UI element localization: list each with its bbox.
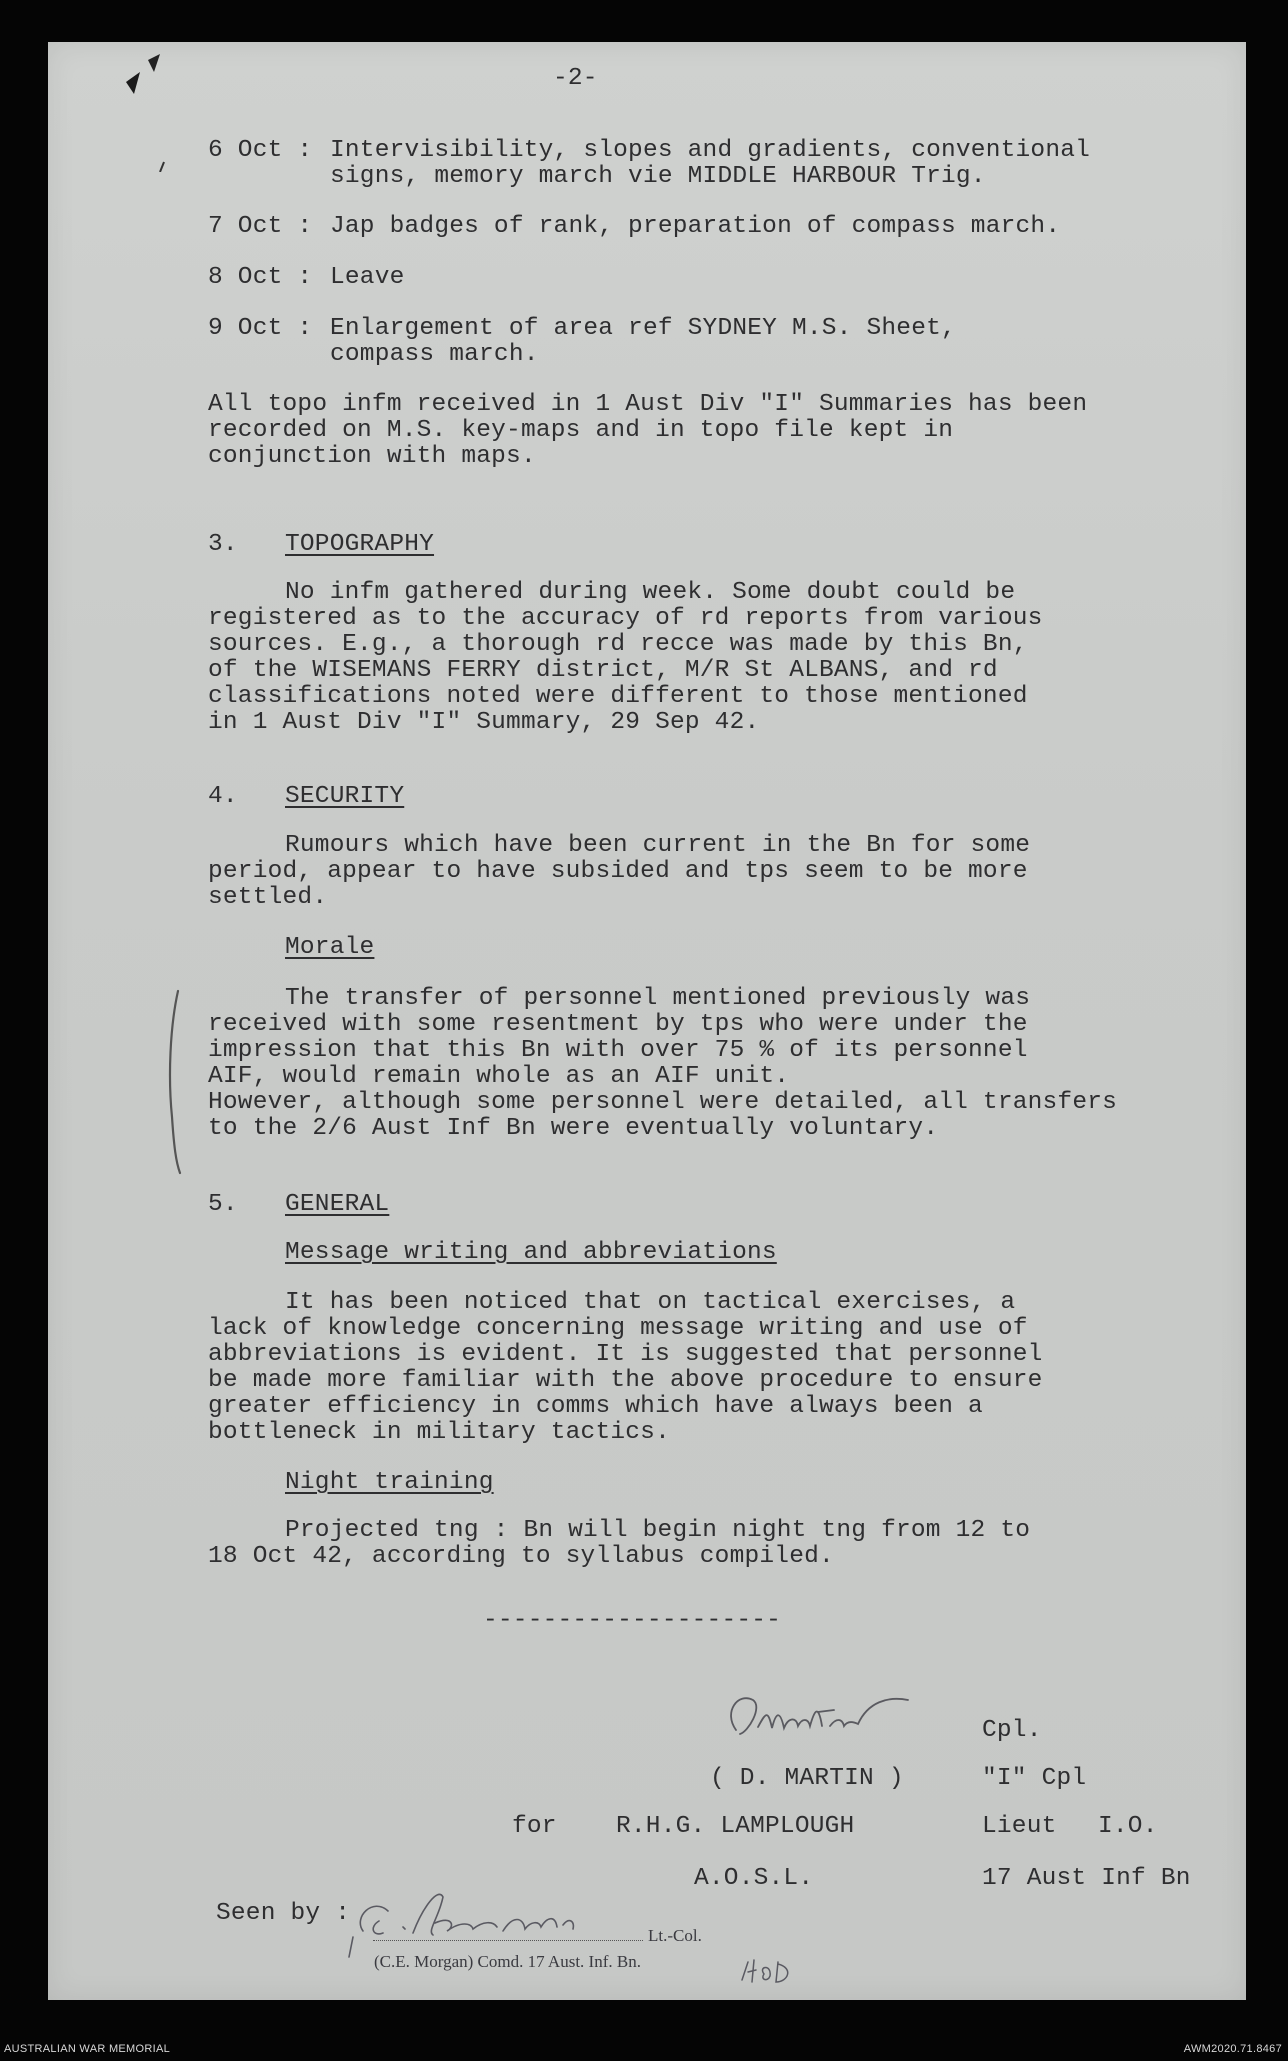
subsection-title: Message writing and abbreviations [285, 1239, 777, 1266]
paragraph-line: Rumours which have been current in the Bn for some [285, 832, 1031, 859]
paragraph-line: classifications noted were different to those mentioned [208, 683, 1028, 710]
paragraph-line: registered as to the accuracy of rd reports from various [208, 605, 1043, 632]
paragraph-line: received with some resentment by tps who were under the [208, 1011, 1028, 1038]
subsection-title: Night training [285, 1469, 494, 1496]
paragraph-line: However, although some personnel were detailed, all transfers [208, 1089, 1118, 1116]
paragraph-line: It has been noticed that on tactical exercises, a [285, 1289, 1016, 1316]
stamp-dotted-line [373, 1940, 643, 1941]
topo-note-line: conjunction with maps. [208, 443, 536, 470]
schedule-text: Enlargement of area ref SYDNEY M.S. Sheet, [330, 315, 956, 342]
schedule-text: compass march. [330, 341, 539, 368]
seen-by-label: Seen by : [216, 1900, 351, 1927]
section-title: TOPOGRAPHY [285, 531, 435, 558]
aosl-label: A.O.S.L. [694, 1865, 814, 1892]
section-number: 3. [208, 531, 238, 558]
unit-label: 17 Aust Inf Bn [982, 1865, 1191, 1892]
schedule-date: 8 Oct : [208, 264, 313, 291]
schedule-date: 6 Oct : [208, 137, 313, 164]
officer-rank: Lieut [982, 1813, 1057, 1840]
paragraph-line: in 1 Aust Div "I" Summary, 29 Sep 42. [208, 709, 760, 736]
margin-pencil-mark [160, 987, 190, 1177]
officer-name: R.H.G. LAMPLOUGH [616, 1813, 855, 1840]
paragraph-line: abbreviations is evident. It is suggested that personnel [208, 1341, 1043, 1368]
paragraph-line: No infm gathered during week. Some doubt could be [285, 579, 1016, 606]
martin-signature [718, 1682, 918, 1752]
paragraph-line: to the 2/6 Aust Inf Bn were eventually voluntary. [208, 1115, 939, 1142]
paragraph-line: 18 Oct 42, according to syllabus compiled. [208, 1543, 834, 1570]
paragraph-line: The transfer of personnel mentioned previously was [285, 985, 1031, 1012]
signer-role: "I" Cpl [982, 1765, 1087, 1792]
signer-name: ( D. MARTIN ) [710, 1765, 904, 1792]
schedule-text: Leave [330, 264, 405, 291]
paragraph-line: settled. [208, 884, 328, 911]
for-label: for [512, 1813, 557, 1840]
schedule-text: Jap badges of rank, preparation of compass march. [330, 213, 1061, 240]
section-number: 4. [208, 783, 238, 810]
stamp-commander: (C.E. Morgan) Comd. 17 Aust. Inf. Bn. [374, 1952, 641, 1971]
hod-initials [738, 1956, 798, 1986]
page-number: -2- [553, 65, 598, 92]
section-title: GENERAL [285, 1191, 390, 1218]
paragraph-line: AIF, would remain whole as an AIF unit. [208, 1063, 790, 1090]
schedule-text: signs, memory march vie MIDDLE HARBOUR Trig. [330, 163, 986, 190]
stamp-ltcol: Lt.-Col. [648, 1926, 702, 1945]
section-title: SECURITY [285, 783, 405, 810]
schedule-date: 9 Oct : [208, 315, 313, 342]
document-page [48, 42, 1246, 2000]
paragraph-line: impression that this Bn with over 75 % of its personnel [208, 1037, 1028, 1064]
paragraph-line: period, appear to have subsided and tps seem to be more [208, 858, 1028, 885]
paragraph-line: of the WISEMANS FERRY district, M/R St ALBANS, and rd [208, 657, 998, 684]
separator-line: -------------------- [483, 1607, 782, 1634]
paragraph-line: Projected tng : Bn will begin night tng from 12 to [285, 1517, 1031, 1544]
topo-note-line: All topo infm received in 1 Aust Div "I" Summaries has been [208, 391, 1088, 418]
footer-source: AUSTRALIAN WAR MEMORIAL [4, 2043, 171, 2055]
paragraph-line: be made more familiar with the above procedure to ensure [208, 1367, 1043, 1394]
paragraph-line: bottleneck in military tactics. [208, 1419, 670, 1446]
paragraph-line: sources. E.g., a thorough rd recce was made by this Bn, [208, 631, 1028, 658]
footer-id: AWM2020.71.8467 [1183, 2043, 1282, 2055]
officer-role: I.O. [1098, 1813, 1158, 1840]
topo-note-line: recorded on M.S. key-maps and in topo file kept in [208, 417, 954, 444]
subsection-title: Morale [285, 934, 375, 961]
paragraph-line: lack of knowledge concerning message writing and use of [208, 1315, 1028, 1342]
schedule-date: 7 Oct : [208, 213, 313, 240]
paragraph-line: greater efficiency in comms which have always been a [208, 1393, 983, 1420]
section-number: 5. [208, 1191, 238, 1218]
staple-mark [88, 42, 178, 172]
signer-rank: Cpl. [982, 1717, 1042, 1744]
schedule-text: Intervisibility, slopes and gradients, conventional [330, 137, 1091, 164]
